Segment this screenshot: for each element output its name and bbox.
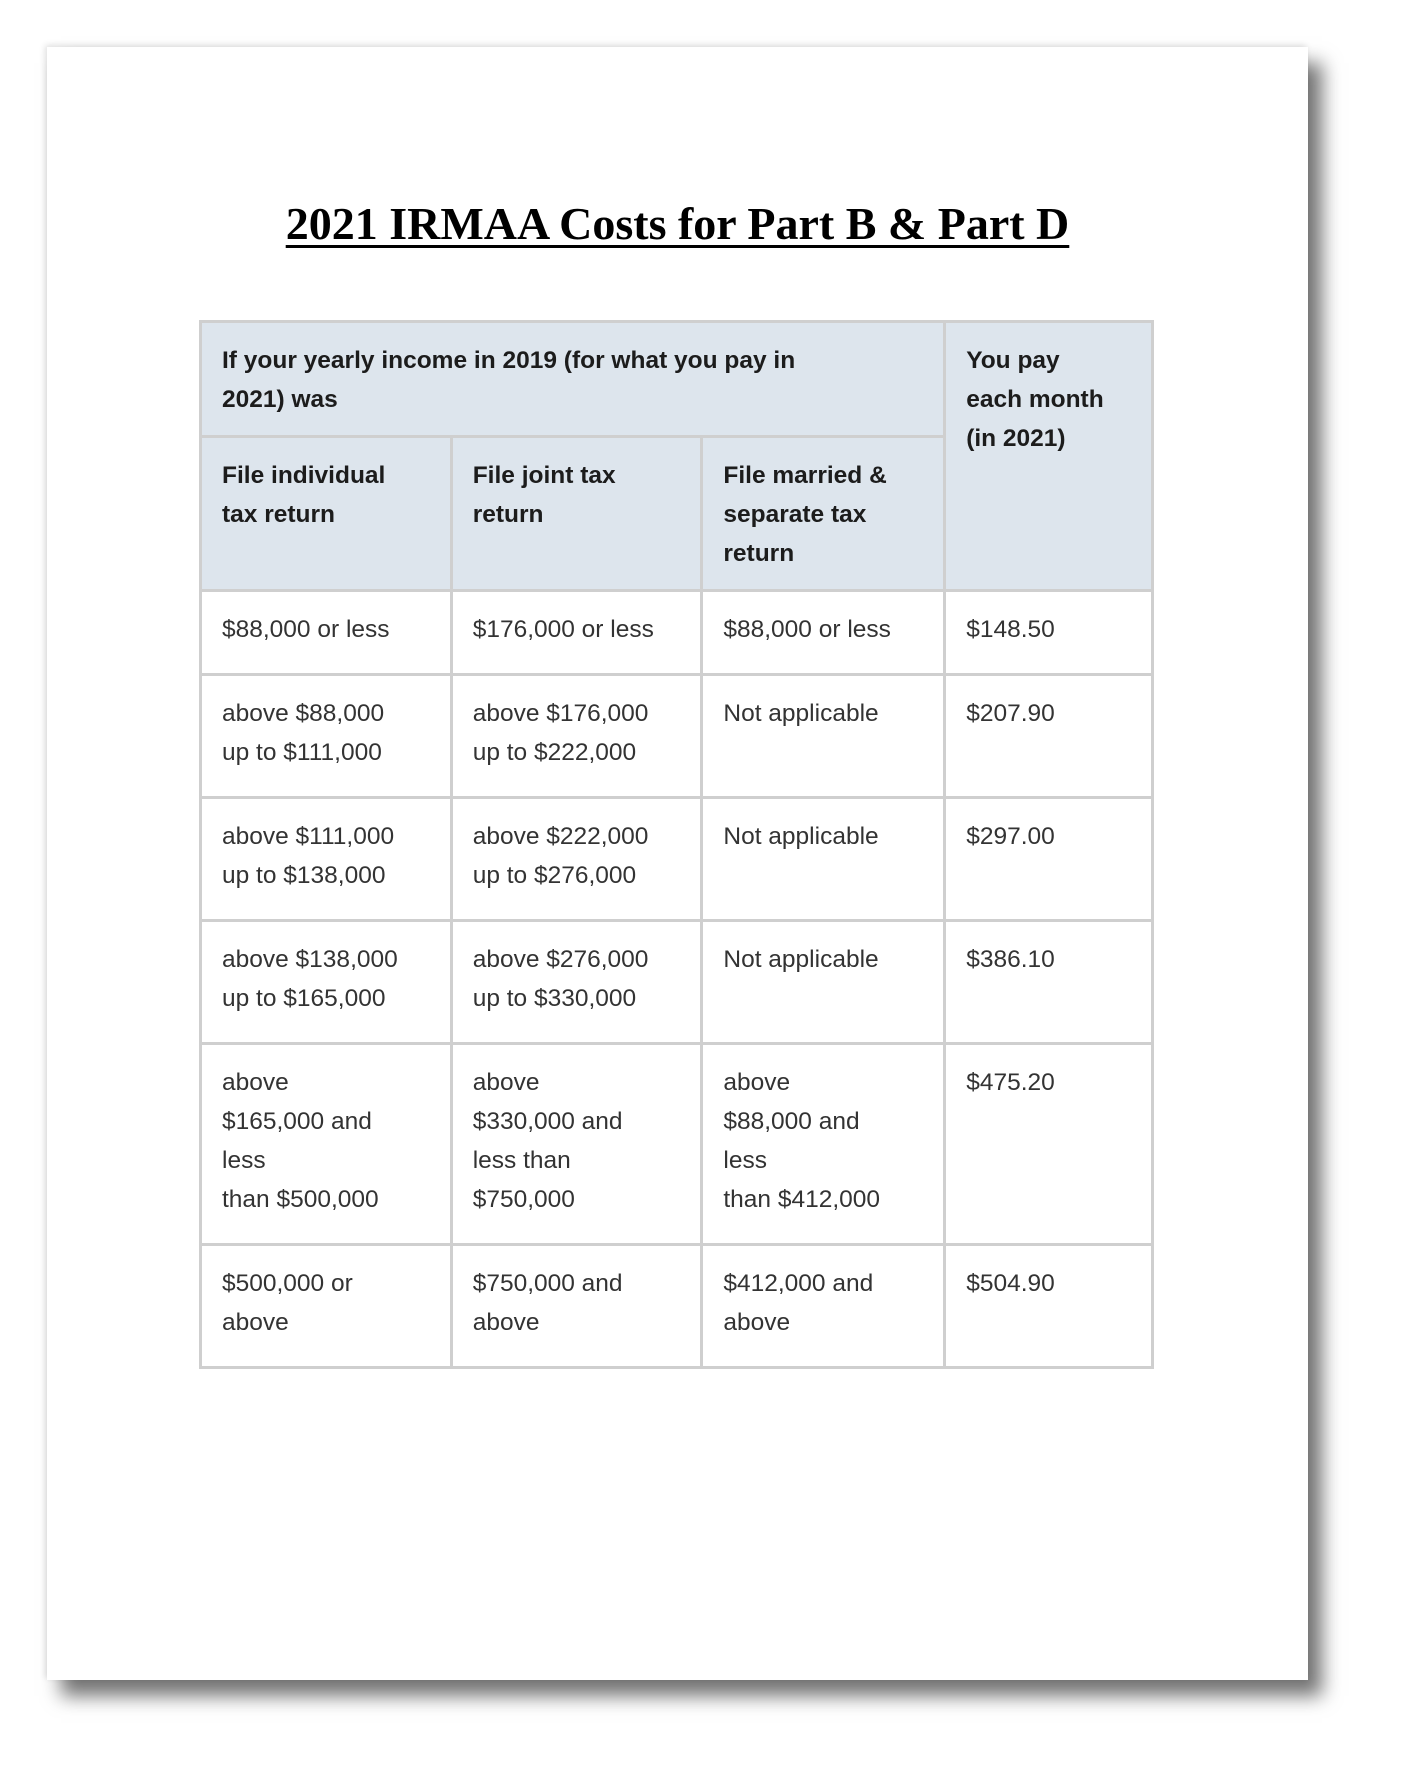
cell-line: above $111,000 (222, 823, 395, 850)
cell-line: less than (472, 1147, 571, 1174)
cell-line: above $176,000 (472, 700, 649, 727)
separate-cell (702, 1044, 945, 1245)
cell-line: $500,000 or (222, 1270, 353, 1297)
cell-line: above $88,000 (222, 700, 385, 727)
table-row (201, 798, 1153, 921)
cell-line: up to $165,000 (222, 985, 386, 1012)
cell-line: Not applicable (723, 946, 879, 973)
joint-cell (451, 1044, 702, 1245)
header-line: File joint tax (472, 462, 616, 489)
cell-line: above (723, 1309, 791, 1336)
pay-cell (945, 798, 1153, 921)
cell-line: $750,000 (472, 1186, 575, 1213)
cell-line: up to $276,000 (472, 862, 637, 889)
separate-cell (702, 1245, 945, 1368)
cell-line: $165,000 and (222, 1108, 372, 1135)
cell-line: $330,000 and (472, 1108, 623, 1135)
cell-line: up to $222,000 (472, 739, 637, 766)
joint-cell (451, 921, 702, 1044)
pay-cell (945, 1245, 1153, 1368)
cell-line: above $222,000 (472, 823, 649, 850)
header-line: 2021) was (222, 386, 338, 413)
pay-cell (945, 1044, 1153, 1245)
cell-line: above (723, 1069, 791, 1096)
header-line: You pay (966, 347, 1060, 374)
table-row (201, 591, 1153, 675)
cell-line: than $500,000 (222, 1186, 379, 1213)
cell-line: $88,000 or less (222, 616, 390, 643)
cell-line: $88,000 and (723, 1108, 860, 1135)
header-line: separate tax (723, 501, 867, 528)
individual-cell (201, 921, 452, 1044)
pay-cell (945, 921, 1153, 1044)
separate-cell (702, 675, 945, 798)
cell-line: up to $138,000 (222, 862, 386, 889)
income-group-header (201, 322, 945, 437)
cell-line: $207.90 (966, 700, 1055, 727)
cell-line: $148.50 (966, 616, 1055, 643)
table-row (201, 1044, 1153, 1245)
header-line: File individual (222, 462, 386, 489)
pay-cell (945, 591, 1153, 675)
header-line: If your yearly income in 2019 (for what you pay in (222, 347, 796, 374)
individual-cell (201, 798, 452, 921)
table-header-row (201, 322, 1153, 437)
individual-cell (201, 675, 452, 798)
pay-header (945, 322, 1153, 591)
cell-line: above $138,000 (222, 946, 398, 973)
cell-line: Not applicable (723, 823, 879, 850)
pay-cell (945, 675, 1153, 798)
cell-line: $475.20 (966, 1069, 1055, 1096)
cell-line: $412,000 and (723, 1270, 874, 1297)
cell-line: $386.10 (966, 946, 1055, 973)
document-page (47, 47, 1308, 1680)
cell-line: less (723, 1147, 767, 1174)
table-row (201, 921, 1153, 1044)
cell-line: $297.00 (966, 823, 1055, 850)
cell-line: up to $111,000 (222, 739, 382, 766)
joint-cell (451, 798, 702, 921)
cell-line: above (222, 1309, 289, 1336)
cell-line: less (222, 1147, 266, 1174)
joint-cell (451, 675, 702, 798)
irmaa-table (199, 320, 1154, 1369)
header-line: each month (966, 386, 1104, 413)
page-title (47, 197, 1308, 250)
separate-header (702, 437, 945, 591)
header-line: (in 2021) (966, 425, 1066, 452)
cell-line: above $276,000 (472, 946, 649, 973)
header-line: return (472, 501, 544, 528)
table-row (201, 675, 1153, 798)
cell-line: $176,000 or less (472, 616, 654, 643)
cell-line: above (472, 1309, 540, 1336)
cell-line: $88,000 or less (723, 616, 891, 643)
cell-line: above (472, 1069, 540, 1096)
individual-header (201, 437, 452, 591)
individual-cell (201, 1245, 452, 1368)
cell-line: $504.90 (966, 1270, 1055, 1297)
individual-cell (201, 1044, 452, 1245)
header-line: File married & (723, 462, 887, 489)
individual-cell (201, 591, 452, 675)
joint-header (451, 437, 702, 591)
cell-line: $750,000 and (472, 1270, 623, 1297)
cell-line: than $412,000 (723, 1186, 881, 1213)
joint-cell (451, 591, 702, 675)
separate-cell (702, 921, 945, 1044)
cell-line: up to $330,000 (472, 985, 637, 1012)
joint-cell (451, 1245, 702, 1368)
separate-cell (702, 798, 945, 921)
table-row (201, 1245, 1153, 1368)
header-line: tax return (222, 501, 336, 528)
header-line: return (723, 540, 795, 567)
cell-line: above (222, 1069, 289, 1096)
page-title-text: 2021 IRMAA Costs for Part B & Part D (285, 198, 1070, 249)
separate-cell (702, 591, 945, 675)
cell-line: Not applicable (723, 700, 879, 727)
